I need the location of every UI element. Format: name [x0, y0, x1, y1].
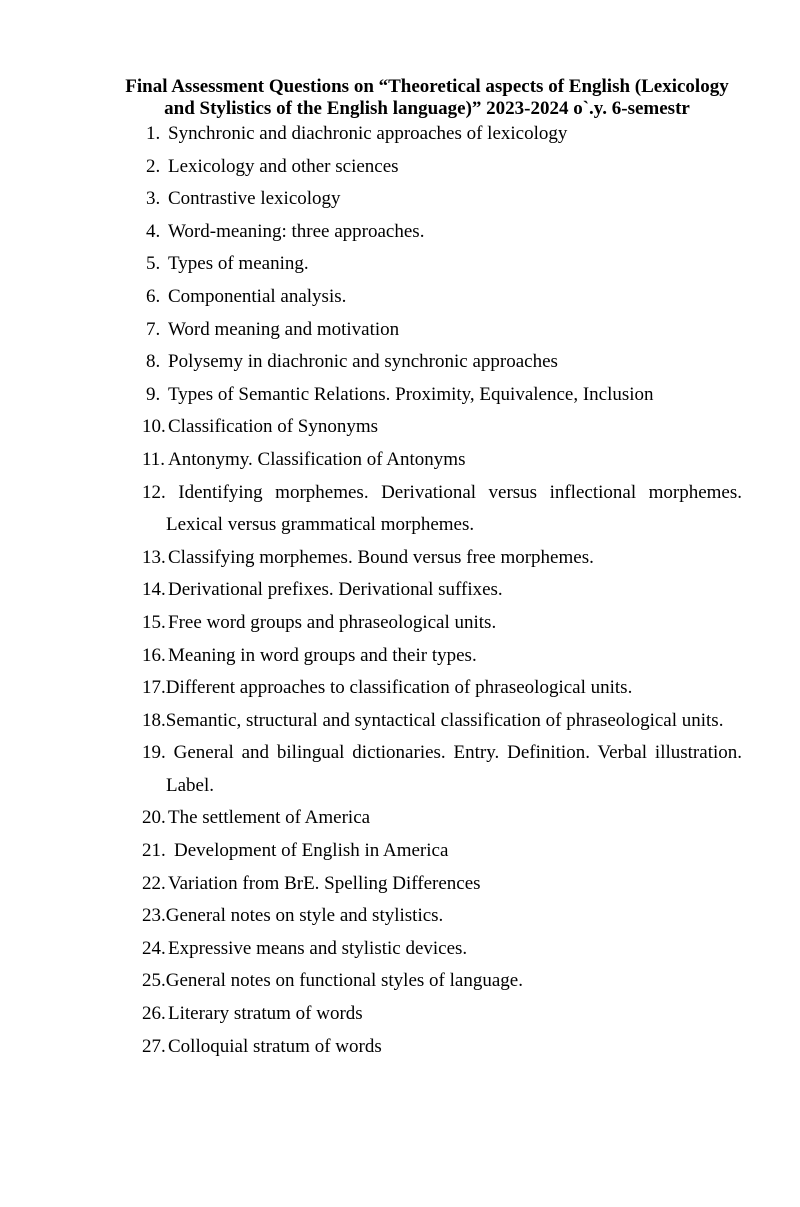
item-number: 5. [146, 253, 161, 275]
item-text: Semantic, structural and syntactical classification of phraseological units. [165, 709, 724, 731]
item-number: 24. [142, 937, 166, 959]
item-text: Antonymy. Classification of Antonyms [168, 448, 466, 470]
list-item [142, 900, 742, 933]
item-number: 21. [142, 840, 166, 862]
item-number: 9. [146, 383, 161, 405]
list-item [142, 542, 742, 575]
list-item [142, 379, 742, 412]
item-text: Synchronic and diachronic approaches of lexicology [168, 123, 568, 144]
list-item [142, 835, 742, 868]
item-text: Word meaning and motivation [168, 318, 400, 340]
list-item [142, 314, 742, 347]
item-number: 8. [146, 351, 161, 373]
item-number: 17. [142, 677, 166, 699]
item-number: 11. [142, 448, 166, 470]
list-item [142, 248, 742, 281]
item-text-line2: Label. [166, 774, 215, 796]
list-item [142, 444, 742, 477]
document-title [110, 76, 744, 120]
item-number: 23. [142, 905, 166, 927]
list-item [142, 998, 742, 1031]
question-list [142, 118, 742, 1063]
item-text: Lexicology and other sciences [168, 155, 399, 177]
item-text: General notes on functional styles of language. [165, 970, 523, 992]
item-text-line2: Lexical versus grammatical morphemes. [166, 514, 475, 536]
item-number: 13. [142, 546, 166, 568]
item-text: General notes on style and stylistics. [165, 905, 444, 927]
item-number: 25. [142, 970, 166, 992]
item-text: Different approaches to classification of phraseological units. [165, 677, 633, 699]
item-text: Expressive means and stylistic devices. [168, 937, 468, 959]
item-number: 16. [142, 644, 166, 666]
document-page [0, 76, 800, 1063]
item-text: Variation from BrE. Spelling Differences [168, 872, 481, 894]
item-number: 26. [142, 1003, 166, 1025]
item-number: 4. [146, 220, 161, 242]
list-item [142, 411, 742, 444]
list-item [142, 640, 742, 673]
list-item [142, 477, 742, 542]
list-item [142, 802, 742, 835]
list-item [142, 346, 742, 379]
list-item [142, 216, 742, 249]
item-text: Polysemy in diachronic and synchronic approaches [168, 351, 558, 373]
item-number: 3. [146, 188, 161, 210]
item-number: 2. [146, 155, 161, 177]
title-line-2: and Stylistics of the English language)” 2023-2024 o`.y. 6-semestr [164, 98, 690, 119]
item-number: 18. [142, 709, 166, 731]
list-item [142, 118, 742, 151]
item-number: 6. [146, 285, 161, 307]
item-text: Classification of Synonyms [168, 416, 379, 438]
item-text-line1: 19. General and bilingual dictionaries. Entry. Definition. Verbal illustration. [142, 742, 742, 764]
title-line-1: Final Assessment Questions on “Theoretical aspects of English (Lexicology [125, 76, 729, 97]
item-text: Development of English in America [174, 840, 449, 862]
item-text: Types of Semantic Relations. Proximity, Equivalence, Inclusion [168, 383, 654, 405]
item-text: Colloquial stratum of words [168, 1035, 382, 1057]
item-number: 10. [142, 416, 166, 438]
item-text: Contrastive lexicology [168, 188, 341, 210]
item-text: The settlement of America [168, 807, 371, 829]
list-item [142, 868, 742, 901]
item-text: Free word groups and phraseological units. [168, 611, 497, 633]
item-number: 1. [146, 123, 161, 144]
list-item [142, 672, 742, 705]
list-item [142, 574, 742, 607]
list-item [142, 607, 742, 640]
list-item [142, 151, 742, 184]
list-item [142, 281, 742, 314]
list-item [142, 933, 742, 966]
item-number: 27. [142, 1035, 166, 1057]
item-number: 15. [142, 611, 166, 633]
list-item [142, 705, 742, 738]
item-number: 14. [142, 579, 166, 601]
item-number: 22. [142, 872, 166, 894]
item-text: Derivational prefixes. Derivational suffixes. [168, 579, 503, 601]
list-item [142, 1031, 742, 1064]
item-text: Literary stratum of words [168, 1003, 363, 1025]
item-text: Word-meaning: three approaches. [168, 220, 425, 242]
item-text: Types of meaning. [168, 253, 309, 275]
item-text: Meaning in word groups and their types. [168, 644, 477, 666]
item-number: 7. [146, 318, 161, 340]
item-text: Componential analysis. [168, 285, 347, 307]
item-number: 20. [142, 807, 166, 829]
list-item [142, 965, 742, 998]
item-text-line1: 12. Identifying morphemes. Derivational versus inflectional morphemes. [142, 481, 742, 503]
item-text: Classifying morphemes. Bound versus free morphemes. [168, 546, 594, 568]
list-item [142, 183, 742, 216]
list-item [142, 737, 742, 802]
